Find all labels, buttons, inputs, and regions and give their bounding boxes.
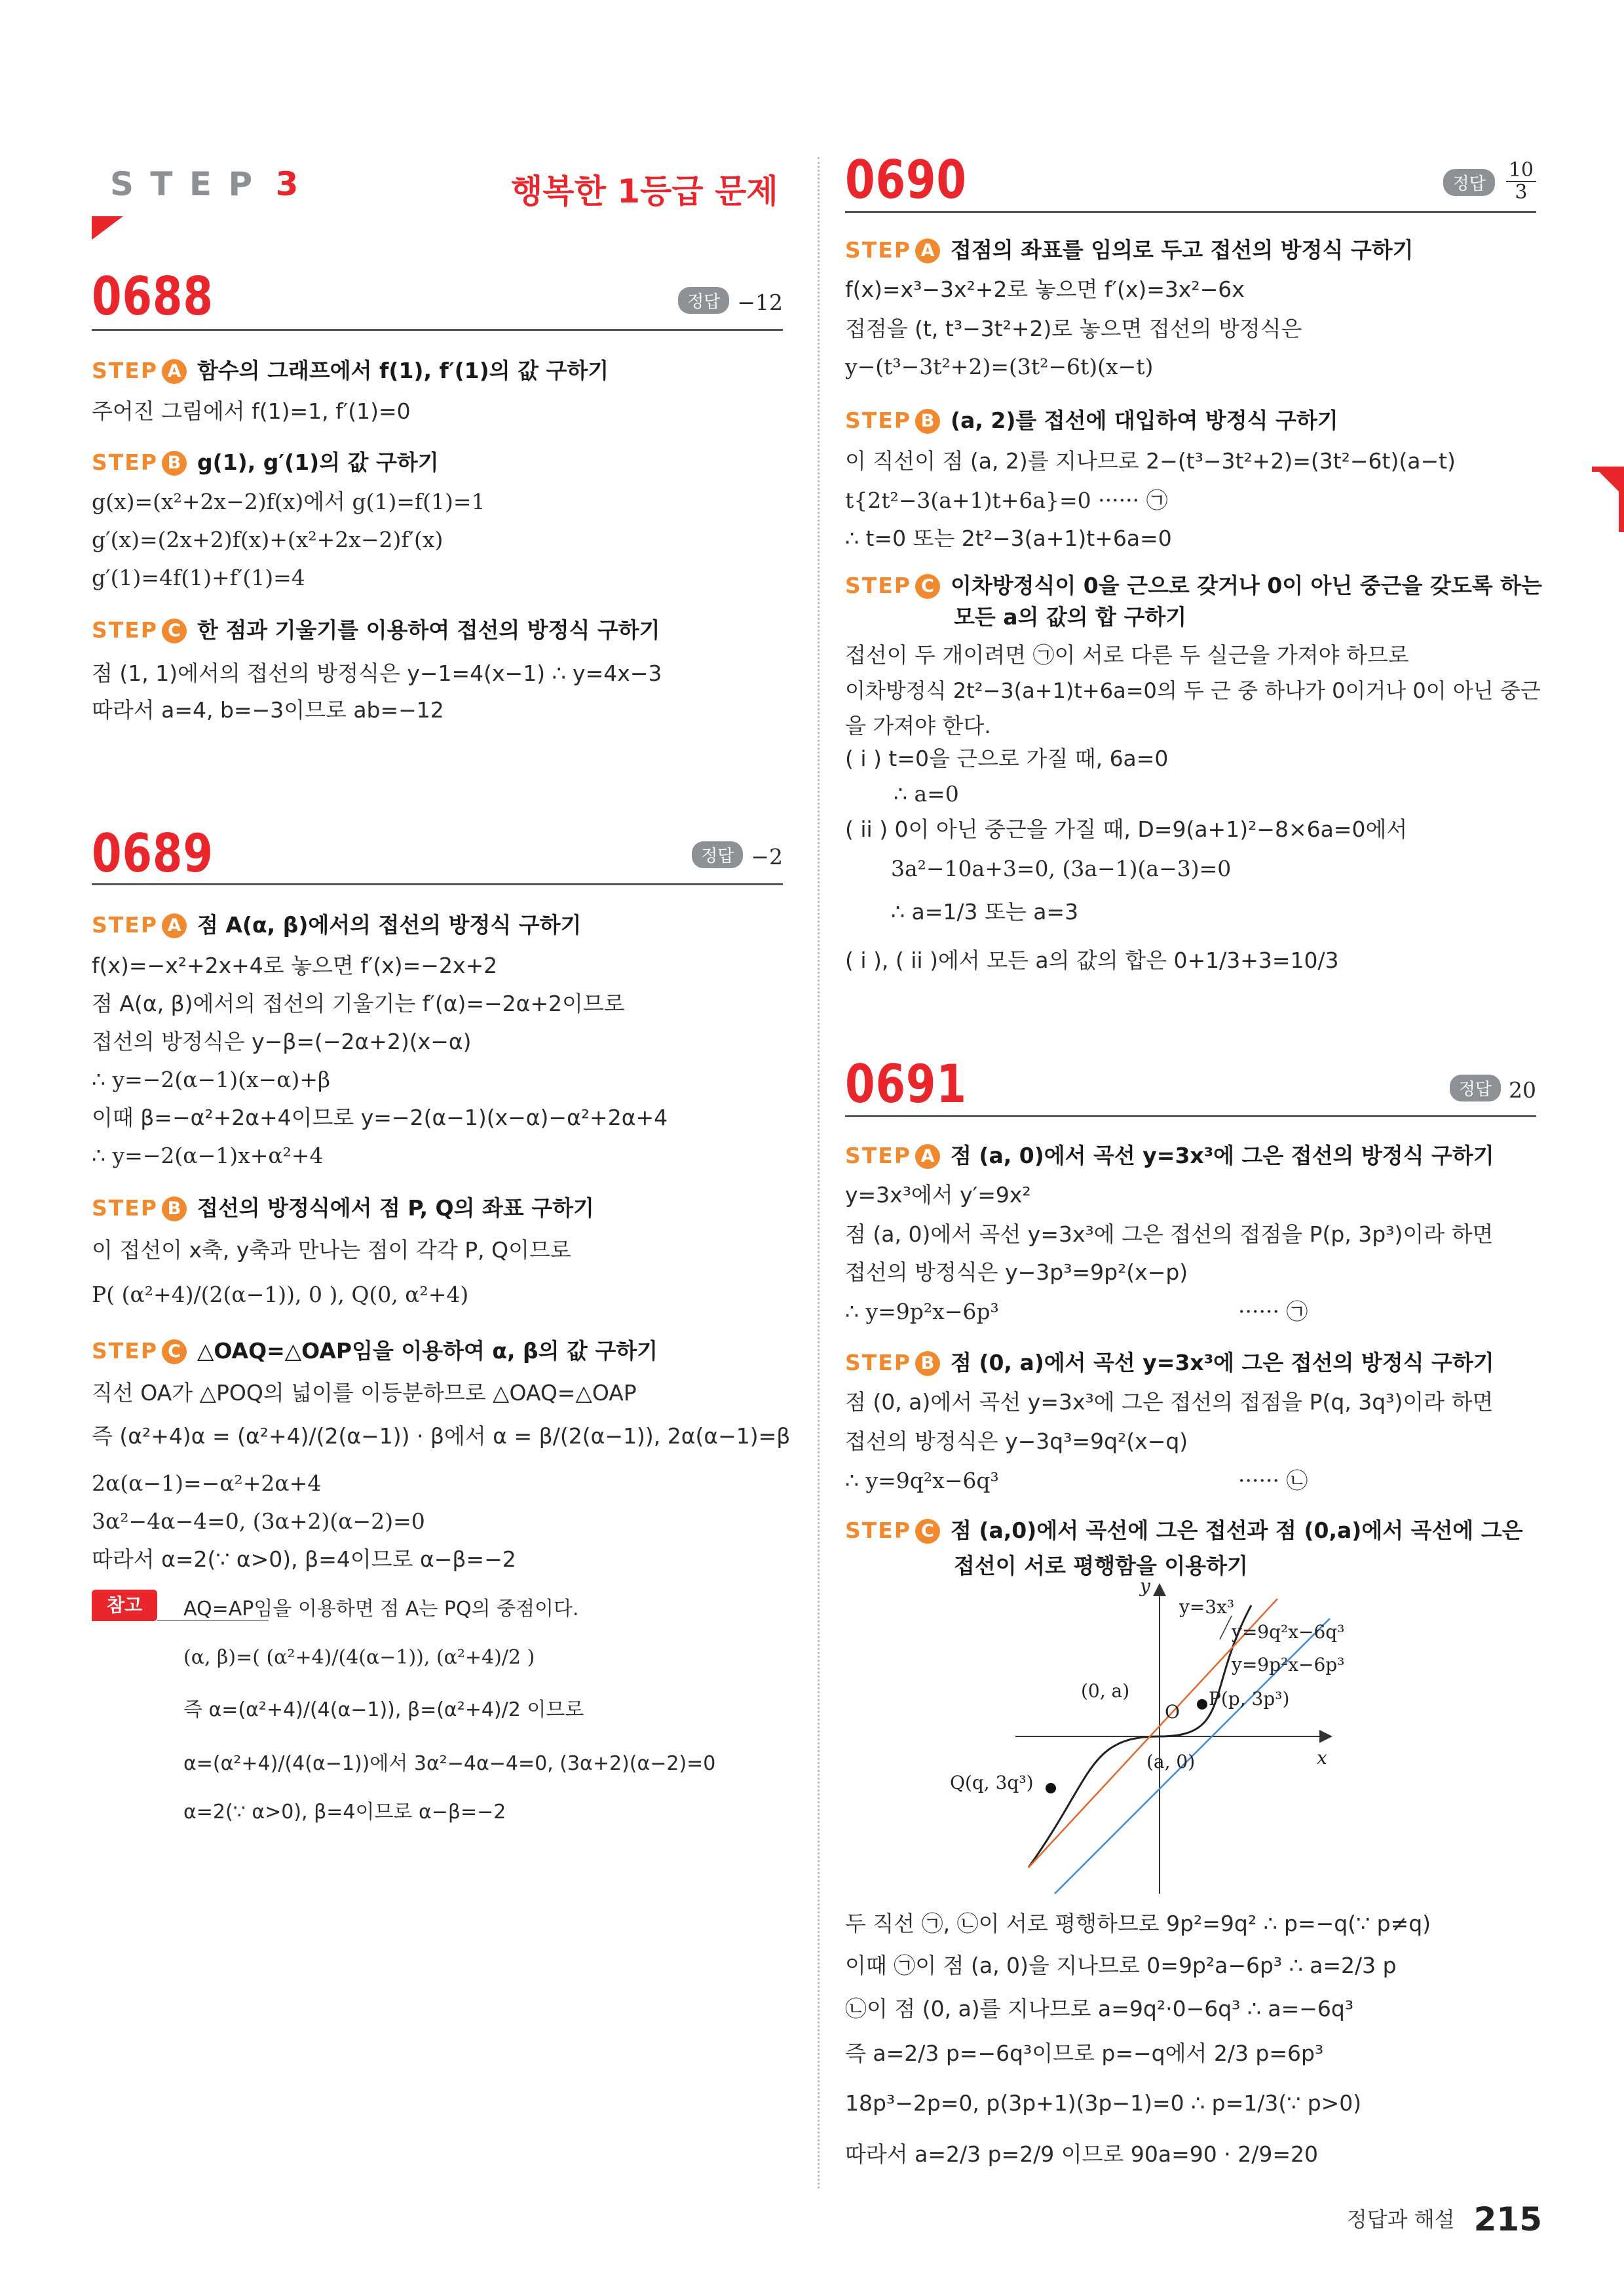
equation-tag: ······ ㉡ bbox=[1238, 1468, 1308, 1493]
step-c-heading: STEP C 한 점과 기울기를 이용하여 접선의 방정식 구하기 bbox=[92, 617, 660, 643]
line-p-label: y=9p²x−6p³ bbox=[1232, 1654, 1345, 1675]
text-line: g′(1)=4f(1)+f′(1)=4 bbox=[92, 565, 305, 590]
problem-number: 0690 bbox=[845, 149, 967, 210]
step-label: S T E P bbox=[110, 165, 255, 203]
answer-fraction bbox=[1506, 160, 1536, 203]
text-line: 점 A(α, β)에서의 접선의 기울기는 f′(α)=−2α+2이므로 bbox=[92, 991, 625, 1016]
step-a-heading: STEP A 접점의 좌표를 임의로 두고 접선의 방정식 구하기 bbox=[845, 237, 1414, 263]
text-line: ∴ y=−2(α−1)(x−α)+β bbox=[92, 1067, 331, 1092]
step-a-heading: STEP A 점 (a, 0)에서 곡선 y=3x³에 그은 접선의 방정식 구하기 bbox=[845, 1143, 1494, 1168]
text-line: ㉡이 점 (0, a)를 지나므로 a=9q²·0−6q³ ∴ a=−6q³ bbox=[845, 1996, 1354, 2021]
text-line: 따라서 α=2(∵ α>0), β=4이므로 α−β=−2 bbox=[92, 1546, 516, 1572]
text-line: 3a²−10a+3=0, (3a−1)(a−3)=0 bbox=[891, 856, 1232, 881]
text-line: 점 (0, a)에서 곡선 y=3x³에 그은 접선의 접점을 P(q, 3q³)이라 하면 bbox=[845, 1389, 1494, 1415]
y-axis-label: y bbox=[1140, 1575, 1150, 1597]
point-a0-label: (a, 0) bbox=[1146, 1751, 1196, 1772]
text-line: y−(t³−3t²+2)=(3t²−6t)(x−t) bbox=[845, 354, 1154, 379]
column-divider bbox=[818, 157, 820, 2189]
problem-rule bbox=[92, 883, 783, 885]
note-line: (α, β)=( (α²+4)/(4(α−1)), (α²+4)/2 ) bbox=[183, 1646, 535, 1669]
answer bbox=[1443, 160, 1536, 203]
line-q-label: y=9q²x−6q³ bbox=[1232, 1621, 1345, 1643]
text-line: 2α(α−1)=−α²+2α+4 bbox=[92, 1470, 322, 1496]
note-line: α=2(∵ α>0), β=4이므로 α−β=−2 bbox=[183, 1801, 506, 1824]
text-line: P( (α²+4)/(2(α−1)), 0 ), Q(0, α²+4) bbox=[92, 1282, 469, 1307]
text-line: 이때 β=−α²+2α+4이므로 y=−2(α−1)(x−α)−α²+2α+4 bbox=[92, 1105, 668, 1130]
answer bbox=[678, 287, 783, 315]
answer-numerator: 10 bbox=[1506, 160, 1536, 182]
edge-tab bbox=[1592, 467, 1624, 532]
answer-denominator: 3 bbox=[1515, 181, 1528, 204]
note-box bbox=[92, 1590, 783, 2002]
text-line: 3α²−4α−4=0, (3α+2)(α−2)=0 bbox=[92, 1508, 425, 1534]
answer-badge: 정답 bbox=[678, 287, 729, 314]
step-c-heading: STEP C 이차방정식이 0을 근으로 갖거나 0이 아닌 중근을 갖도록 하는 bbox=[845, 573, 1542, 598]
answer bbox=[692, 841, 783, 870]
text-line: 18p³−2p=0, p(3p+1)(3p−1)=0 ∴ p=1/3(∵ p>0) bbox=[845, 2090, 1362, 2116]
text-line: 이 접선이 x축, y축과 만나는 점이 각각 P, Q이므로 bbox=[92, 1237, 571, 1263]
curve-label: y=3x³ bbox=[1179, 1596, 1235, 1618]
answer-badge: 정답 bbox=[1443, 169, 1494, 196]
text-line: 즉 a=2/3 p=−6q³이므로 p=−q에서 2/3 p=6p³ bbox=[845, 2040, 1324, 2066]
text-line: ∴ t=0 또는 2t²−3(a+1)t+6a=0 bbox=[845, 526, 1172, 551]
step-b-heading: STEP B 접선의 방정식에서 점 P, Q의 좌표 구하기 bbox=[92, 1195, 594, 1221]
text-line: f(x)=x³−3x²+2로 놓으면 f′(x)=3x²−6x bbox=[845, 277, 1245, 302]
text-line: ( ii ) 0이 아닌 중근을 가질 때, D=9(a+1)²−8×6a=0에서 bbox=[845, 816, 1408, 842]
note-line: AQ=AP임을 이용하면 점 A는 PQ의 중점이다. bbox=[183, 1598, 579, 1620]
text-line: 이때 ㉠이 점 (a, 0)을 지나므로 0=9p²a−6p³ ∴ a=2/3 p bbox=[845, 1953, 1397, 1978]
point-q bbox=[1046, 1783, 1056, 1793]
problem-rule bbox=[845, 211, 1536, 213]
text-line: 을 가져야 한다. bbox=[845, 713, 991, 738]
footer-label: 정답과 해설 bbox=[1346, 2207, 1455, 2232]
problem-rule bbox=[92, 329, 783, 331]
point-0a-label: (0, a) bbox=[1081, 1680, 1130, 1702]
step-b-heading: STEP B 점 (0, a)에서 곡선 y=3x³에 그은 접선의 방정식 구하기 bbox=[845, 1350, 1494, 1375]
point-p-label: P(p, 3p³) bbox=[1209, 1688, 1290, 1710]
step-b-heading: STEP B g(1), g′(1)의 값 구하기 bbox=[92, 450, 439, 475]
text-line: ∴ y=−2(α−1)x+α²+4 bbox=[92, 1143, 324, 1168]
text-line: 따라서 a=4, b=−3이므로 ab=−12 bbox=[92, 697, 444, 723]
answer-value: −12 bbox=[737, 290, 783, 315]
text-line: 접선의 방정식은 y−3q³=9q²(x−q) bbox=[845, 1428, 1188, 1454]
text-line: 두 직선 ㉠, ㉡이 서로 평행하므로 9p²=9q² ∴ p=−q(∵ p≠q) bbox=[845, 1911, 1431, 1936]
step-a-heading: STEP A 점 A(α, β)에서의 접선의 방정식 구하기 bbox=[92, 912, 582, 938]
answer-badge: 정답 bbox=[1450, 1075, 1501, 1101]
text-line: 직선 OA가 △POQ의 넓이를 이등분하므로 △OAQ=△OAP bbox=[92, 1380, 637, 1406]
answer-value: −2 bbox=[751, 844, 783, 870]
equation-tag: ······ ㉠ bbox=[1238, 1299, 1308, 1324]
problem-number: 0689 bbox=[92, 823, 214, 884]
text-line: y=3x³에서 y′=9x² bbox=[845, 1182, 1031, 1208]
step-c-heading: STEP C △OAQ=△OAP임을 이용하여 α, β의 값 구하기 bbox=[92, 1338, 658, 1364]
text-line: t{2t²−3(a+1)t+6a}=0 ······ ㉠ bbox=[845, 488, 1168, 513]
text-line: 점 (1, 1)에서의 접선의 방정식은 y−1=4(x−1) ∴ y=4x−3 bbox=[92, 660, 662, 686]
text-line: 이차방정식 2t²−3(a+1)t+6a=0의 두 근 중 하나가 0이거나 0이 아닌 중근 bbox=[845, 678, 1541, 703]
answer-value: 20 bbox=[1509, 1077, 1536, 1103]
problem-number: 0691 bbox=[845, 1054, 967, 1115]
answer-badge: 정답 bbox=[692, 841, 743, 868]
footer bbox=[1347, 2200, 1542, 2238]
step-b-heading: STEP B (a, 2)를 접선에 대입하여 방정식 구하기 bbox=[845, 408, 1338, 433]
header-corner-mark bbox=[92, 216, 123, 240]
text-line: ∴ a=0 bbox=[894, 781, 959, 807]
text-line: 주어진 그림에서 f(1)=1, f′(1)=0 bbox=[92, 398, 411, 424]
text-line: g(x)=(x²+2x−2)f(x)에서 g(1)=f(1)=1 bbox=[92, 489, 485, 514]
note-line: 즉 α=(α²+4)/(4(α−1)), β=(α²+4)/2 이므로 bbox=[183, 1698, 584, 1721]
text-line: 접선이 두 개이려면 ㉠이 서로 다른 두 실근을 가져야 하므로 bbox=[845, 642, 1409, 668]
step-number: 3 bbox=[275, 165, 301, 203]
text-line: 이 직선이 점 (a, 2)를 지나므로 2−(t³−3t²+2)=(3t²−6t)(a−t) bbox=[845, 448, 1456, 474]
text-line: g′(x)=(2x+2)f(x)+(x²+2x−2)f′(x) bbox=[92, 527, 444, 552]
problem-number: 0688 bbox=[92, 266, 214, 327]
note-line: α=(α²+4)/(4(α−1))에서 3α²−4α−4=0, (3α+2)(α−2)=0 bbox=[183, 1752, 716, 1775]
curve-label-arrow bbox=[1220, 1616, 1232, 1639]
text-line: ( i ) t=0을 근으로 가질 때, 6a=0 bbox=[845, 746, 1169, 771]
text-line: f(x)=−x²+2x+4로 놓으면 f′(x)=−2x+2 bbox=[92, 953, 498, 978]
text-line: 접선의 방정식은 y−β=(−2α+2)(x−α) bbox=[92, 1029, 472, 1054]
step-header bbox=[110, 165, 301, 203]
text-line: 접선의 방정식은 y−3p³=9p²(x−p) bbox=[845, 1259, 1188, 1285]
step-c-heading-cont: 모든 a의 값의 합 구하기 bbox=[954, 604, 1187, 630]
step-c-heading: STEP C 점 (a,0)에서 곡선에 그은 접선과 점 (0,a)에서 곡선에 그은 bbox=[845, 1518, 1523, 1543]
text-line: 접점을 (t, t³−3t²+2)로 놓으면 접선의 방정식은 bbox=[845, 316, 1302, 341]
text-line: 즉 (α²+4)α = (α²+4)/(2(α−1)) · β에서 α = β/(2(α−1)), 2α(α−1)=β bbox=[92, 1423, 791, 1449]
step-a-heading: STEP A 함수의 그래프에서 f(1), f′(1)의 값 구하기 bbox=[92, 358, 609, 383]
problem-rule bbox=[845, 1115, 1536, 1117]
text-line: ∴ a=1/3 또는 a=3 bbox=[891, 899, 1079, 925]
text-line: 따라서 a=2/3 p=2/9 이므로 90a=90 · 2/9=20 bbox=[845, 2141, 1318, 2167]
note-badge: 참고 bbox=[92, 1590, 157, 1621]
section-title: 행복한 1등급 문제 bbox=[511, 172, 778, 210]
origin-label: O bbox=[1165, 1701, 1180, 1723]
point-q-label: Q(q, 3q³) bbox=[950, 1772, 1034, 1793]
text-line: 점 (a, 0)에서 곡선 y=3x³에 그은 접선의 접점을 P(p, 3p³)이라 하면 bbox=[845, 1221, 1494, 1247]
answer bbox=[1450, 1075, 1536, 1103]
page-number: 215 bbox=[1473, 2200, 1542, 2238]
text-line: ( i ), ( ii )에서 모든 a의 값의 합은 0+1/3+3=10/3 bbox=[845, 947, 1339, 973]
point-p bbox=[1197, 1699, 1207, 1710]
text-line: ∴ y=9p²x−6p³ bbox=[845, 1299, 999, 1324]
x-axis-label: x bbox=[1317, 1747, 1327, 1769]
step-c-heading-cont: 접선이 서로 평행함을 이용하기 bbox=[954, 1553, 1248, 1578]
text-line: ∴ y=9q²x−6q³ bbox=[845, 1468, 999, 1493]
tangent-graph bbox=[950, 1575, 1395, 1907]
